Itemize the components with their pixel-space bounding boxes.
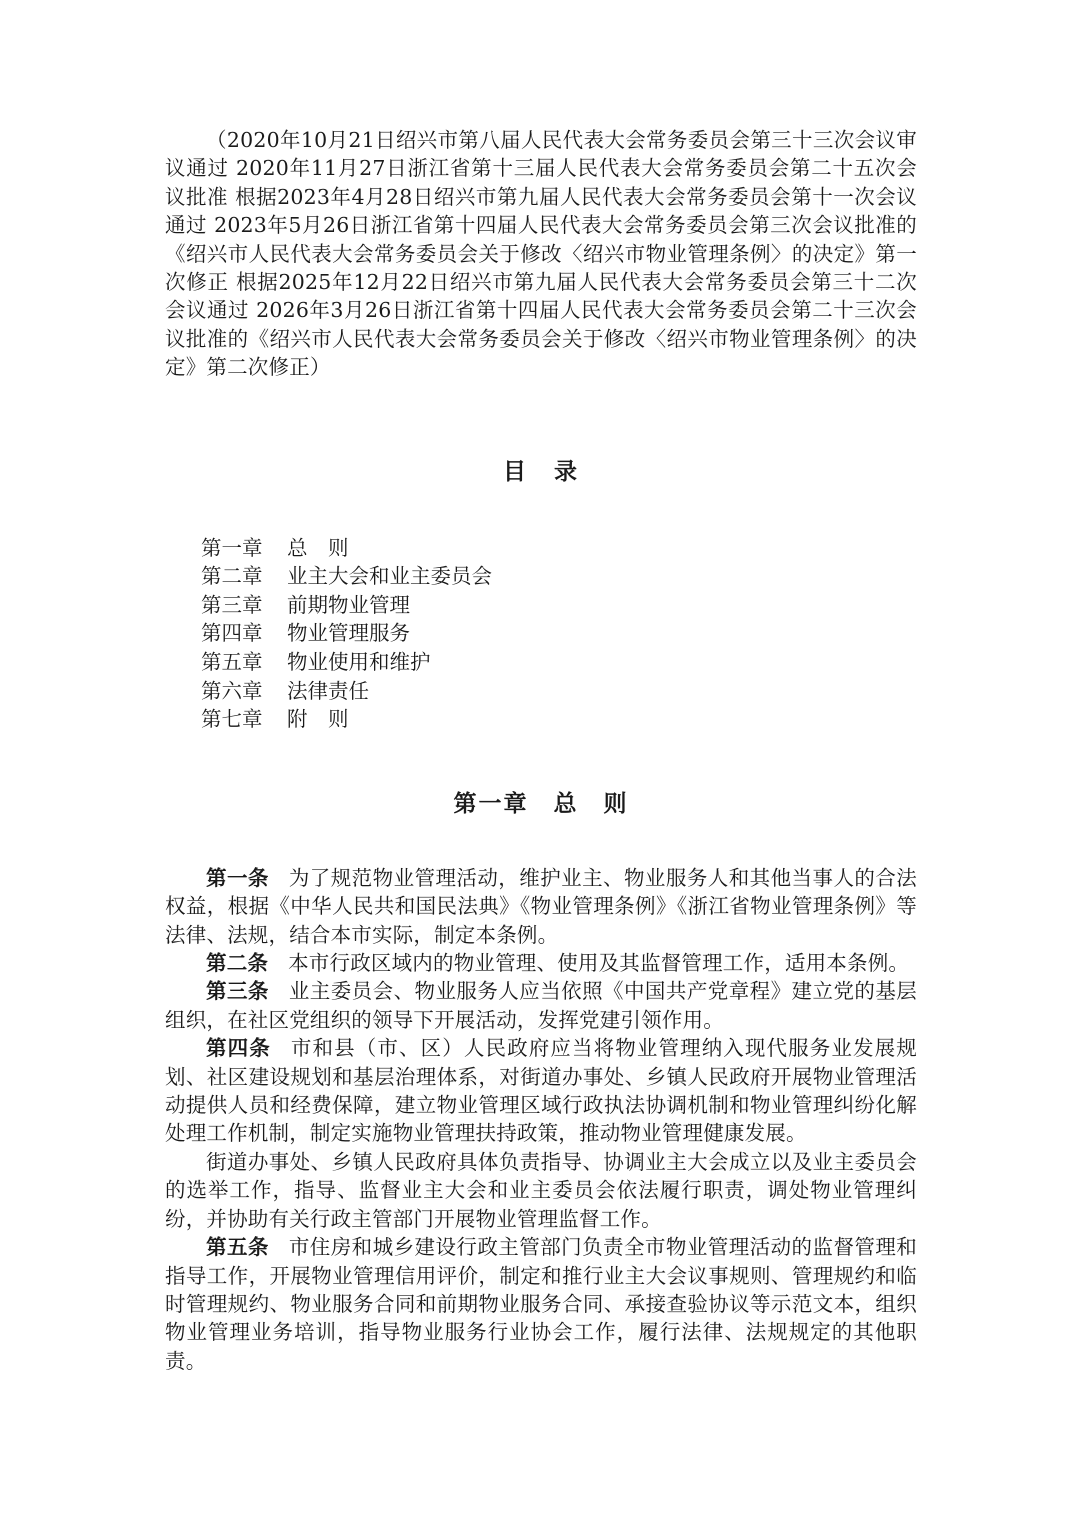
toc-item	[201, 562, 917, 591]
article-text: 市和县（市、区）人民政府应当将物业管理纳入现代服务业发展规划、社区建设规划和基层治理体系，对街道办事处、乡镇人民政府开展物业管理活动提供人员和经费保障，建立物业管理区域行政执法协调机制和物业管理纠纷化解处理工作机制，制定实施物业管理扶持政策，推动物业管理健康发展。	[165, 1036, 917, 1146]
toc-item	[201, 591, 917, 620]
toc-chapter-number: 第三章	[201, 592, 263, 617]
article-label: 第三条	[206, 979, 269, 1004]
article-label: 第四条	[206, 1036, 271, 1061]
table-of-contents	[201, 534, 917, 734]
article-label: 第二条	[206, 951, 269, 976]
chapter-articles	[165, 864, 917, 1375]
article-text: 业主委员会、物业服务人应当依照《中国共产党章程》建立党的基层组织，在社区党组织的领导下开展活动，发挥党建引领作用。	[165, 979, 917, 1032]
toc-chapter-name: 附 则	[287, 707, 349, 732]
toc-chapter-number: 第六章	[201, 678, 263, 703]
article-3	[165, 977, 917, 1034]
article-4	[165, 1034, 917, 1148]
article-2	[165, 949, 917, 977]
toc-chapter-name: 业主大会和业主委员会	[287, 564, 492, 589]
chapter-title: 第一章 总 则	[453, 789, 629, 817]
toc-chapter-number: 第二章	[201, 564, 263, 589]
preamble-note: （2020年10月21日绍兴市第八届人民代表大会常务委员会第三十三次会议审议通过 2020年11月27日浙江省第十三届人民代表大会常务委员会第二十五次会议批准 根据2023年4月28日绍兴市第九届人民代表大会常务委员会第十一次会议通过 2023年5月26日浙江省第十四届人民代表大会常务委员会第三次会议批准的《绍兴市人民代表大会常务委员会关于修改〈绍兴市物业管理条例〉的决定》第一次修正 根据2025年12月22日绍兴市第九届人民代表大会常务委员会第三十二次会议通过 2026年3月26日浙江省第十四届人民代表大会常务委员会第二十三次会议批准的《绍兴市人民代表大会常务委员会关于修改〈绍兴市物业管理条例〉的决定》第二次修正）	[165, 128, 917, 380]
toc-chapter-number: 第一章	[201, 535, 263, 560]
toc-title: 目 录	[502, 457, 579, 485]
article-5	[165, 1233, 917, 1375]
toc-chapter-number: 第七章	[201, 707, 263, 732]
toc-chapter-name: 物业使用和维护	[287, 650, 431, 675]
toc-chapter-name: 总 则	[287, 535, 349, 560]
toc-chapter-name: 法律责任	[287, 678, 369, 703]
article-text: 为了规范物业管理活动，维护业主、物业服务人和其他当事人的合法权益，根据《中华人民共和国民法典》《物业管理条例》《浙江省物业管理条例》等法律、法规，结合本市实际，制定本条例。	[165, 865, 917, 947]
article-label: 第一条	[206, 865, 269, 890]
toc-item	[201, 705, 917, 734]
article-text: 街道办事处、乡镇人民政府具体负责指导、协调业主大会成立以及业主委员会的选举工作，指导、监督业主大会和业主委员会依法履行职责，调处物业管理纠纷，并协助有关行政主管部门开展物业管理监督工作。	[165, 1149, 917, 1231]
toc-chapter-number: 第四章	[201, 621, 263, 646]
toc-item	[201, 619, 917, 648]
toc-item	[201, 534, 917, 563]
toc-item	[201, 677, 917, 706]
article-text: 市住房和城乡建设行政主管部门负责全市物业管理活动的监督管理和指导工作，开展物业管理信用评价，制定和推行业主大会议事规则、管理规约和临时管理规约、物业服务合同和前期物业服务合同、承接查验协议等示范文本，组织物业管理业务培训，指导物业服务行业协会工作，履行法律、法规规定的其他职责。	[165, 1235, 917, 1373]
article-4-paragraph-2	[165, 1148, 917, 1233]
article-text: 本市行政区域内的物业管理、使用及其监督管理工作，适用本条例。	[288, 951, 910, 976]
toc-chapter-name: 前期物业管理	[287, 592, 410, 617]
toc-item	[201, 648, 917, 677]
article-1	[165, 864, 917, 949]
toc-chapter-number: 第五章	[201, 650, 263, 675]
toc-chapter-name: 物业管理服务	[287, 621, 410, 646]
article-label: 第五条	[206, 1235, 269, 1260]
document-page	[165, 126, 917, 1375]
